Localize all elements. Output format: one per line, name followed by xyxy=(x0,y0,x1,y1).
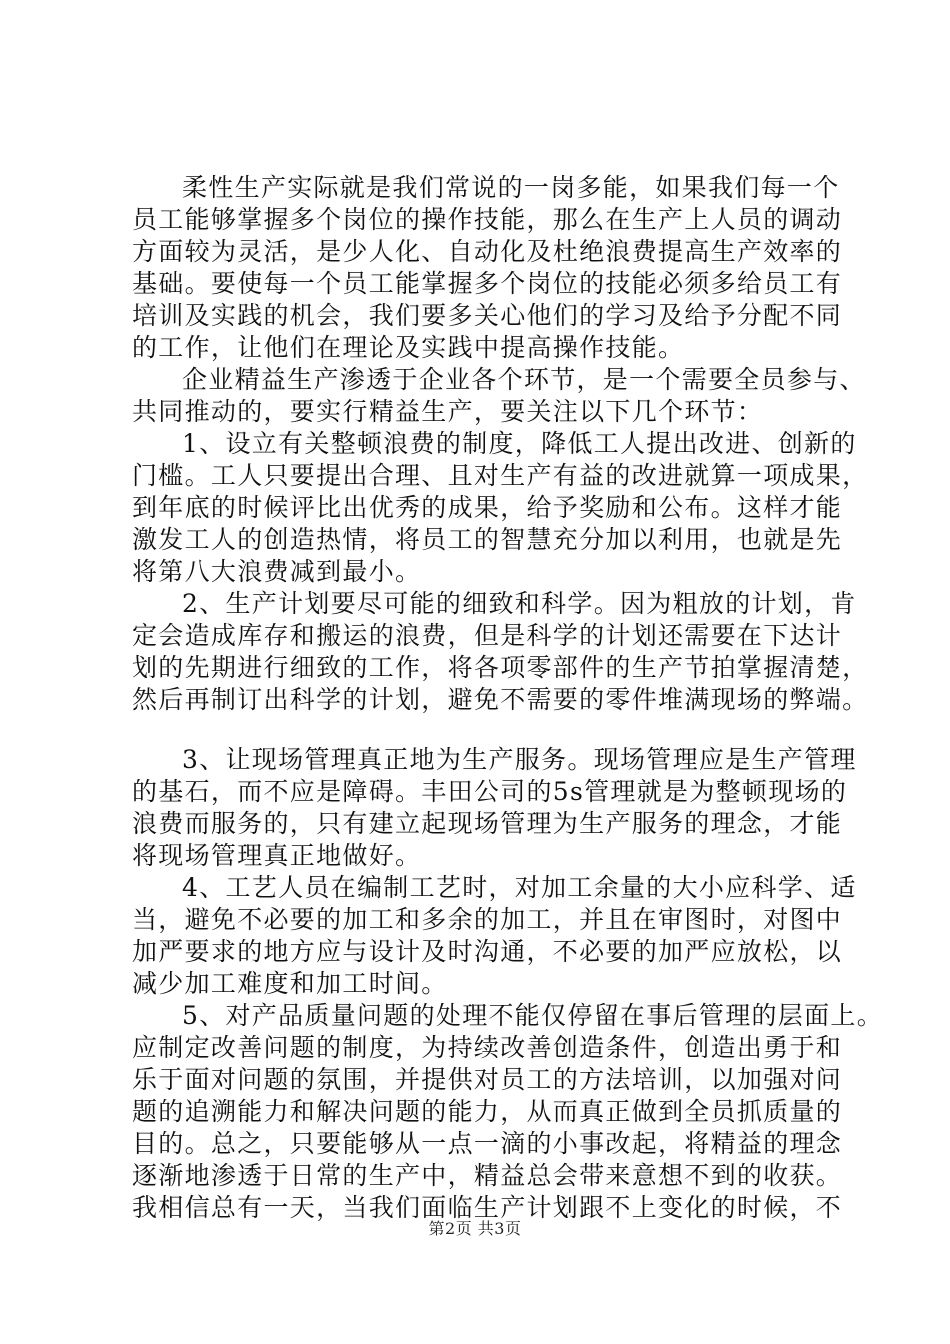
text-line: 4、工艺人员在编制工艺时，对加工余量的大小应科学、适 xyxy=(182,873,857,902)
text-line: 划的先期进行细致的工作，将各项零部件的生产节拍掌握清楚， xyxy=(132,653,869,682)
document-body xyxy=(132,172,884,1224)
text-line: 加严要求的地方应与设计及时沟通，不必要的加严应放松，以 xyxy=(132,937,843,966)
text-line: 基础。要使每一个员工能掌握多个岗位的技能必须多给员工有 xyxy=(132,269,843,298)
page-number: 第2页 共3页 xyxy=(428,1219,522,1238)
paragraph xyxy=(132,744,857,872)
text-line: 减少加工难度和加工时间。 xyxy=(132,969,448,998)
text-line: 企业精益生产渗透于企业各个环节，是一个需要全员参与、 xyxy=(182,365,866,394)
paragraph xyxy=(132,872,857,1000)
text-line: 共同推动的，要实行精益生产，要关注以下几个环节： xyxy=(132,397,764,426)
text-line: 柔性生产实际就是我们常说的一岗多能，如果我们每一个 xyxy=(182,173,840,202)
page-footer xyxy=(0,1216,950,1239)
text-line: 的基石，而不应是障碍。丰田公司的5s管理就是为整顿现场的 xyxy=(132,777,848,806)
text-line: 浪费而服务的，只有建立起现场管理为生产服务的理念，才能 xyxy=(132,809,843,838)
paragraph xyxy=(132,428,869,588)
text-line: 题的追溯能力和解决问题的能力，从而真正做到全员抓质量的 xyxy=(132,1097,843,1126)
text-line: 到年底的时候评比出优秀的成果，给予奖励和公布。这样才能 xyxy=(132,493,843,522)
text-line: 1、设立有关整顿浪费的制度，降低工人提出改进、创新的 xyxy=(182,429,857,458)
text-line: 激发工人的创造热情，将员工的智慧充分加以利用，也就是先 xyxy=(132,525,843,554)
text-line: 目的。总之，只要能够从一点一滴的小事改起，将精益的理念 xyxy=(132,1129,843,1158)
text-line: 2、生产计划要尽可能的细致和科学。因为粗放的计划，肯 xyxy=(182,589,857,618)
text-line: 5、对产品质量问题的处理不能仅停留在事后管理的层面上。 xyxy=(182,1001,884,1030)
text-line: 3、让现场管理真正地为生产服务。现场管理应是生产管理 xyxy=(182,745,857,774)
paragraph xyxy=(132,172,843,364)
text-line: 员工能够掌握多个岗位的操作技能，那么在生产上人员的调动 xyxy=(132,205,843,234)
paragraph xyxy=(132,588,869,716)
text-line: 当，避免不必要的加工和多余的加工，并且在审图时，对图中 xyxy=(132,905,843,934)
text-line: 将第八大浪费减到最小。 xyxy=(132,557,422,586)
paragraph xyxy=(132,364,866,428)
text-line: 我相信总有一天，当我们面临生产计划跟不上变化的时候，不 xyxy=(132,1193,843,1222)
text-line: 培训及实践的机会，我们要多关心他们的学习及给予分配不同 xyxy=(132,301,843,330)
paragraph-spacer xyxy=(132,716,828,744)
text-line: 的工作，让他们在理论及实践中提高操作技能。 xyxy=(132,333,685,362)
text-line: 然后再制订出科学的计划，避免不需要的零件堆满现场的弊端。 xyxy=(132,685,869,714)
text-line: 应制定改善问题的制度，为持续改善创造条件，创造出勇于和 xyxy=(132,1033,843,1062)
text-line: 定会造成库存和搬运的浪费，但是科学的计划还需要在下达计 xyxy=(132,621,843,650)
text-line: 将现场管理真正地做好。 xyxy=(132,841,422,870)
text-line: 方面较为灵活，是少人化、自动化及杜绝浪费提高生产效率的 xyxy=(132,237,843,266)
paragraph xyxy=(132,1000,884,1224)
text-line: 乐于面对问题的氛围，并提供对员工的方法培训，以加强对问 xyxy=(132,1065,843,1094)
text-line: 逐渐地渗透于日常的生产中，精益总会带来意想不到的收获。 xyxy=(132,1161,843,1190)
text-line: 门槛。工人只要提出合理、且对生产有益的改进就算一项成果， xyxy=(132,461,869,490)
